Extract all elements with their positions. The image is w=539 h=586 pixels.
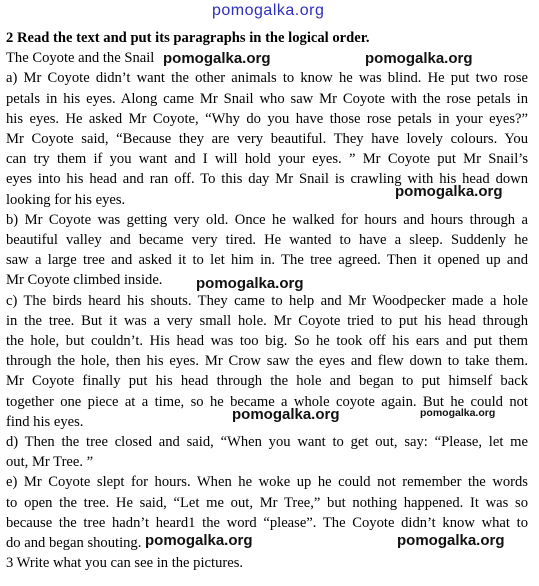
text-line: e) Mr Coyote slept for hours. When he woke up he could not remember the words [6,474,528,491]
text-line: beautiful valley and became very tired. He wanted to have a sleep. Suddenly he [6,232,528,249]
story-title: The Coyote and the Snail [6,50,155,67]
watermark: pomogalka.org [163,50,271,67]
text-line: to open the tree. He said, “Let me out, Mr Tree,” but nothing happened. It was so [6,494,528,511]
text-line: Mr Coyote climbed inside. [6,272,163,289]
watermark: pomogalka.org [395,183,503,200]
text-line: can try them if you want and I will hold your eyes. ” Mr Coyote put Mr Snail’s [6,151,528,168]
text-line: in the tree. But it was a very small hole. Mr Coyote tried to put his head through [6,312,528,329]
watermark: pomogalka.org [196,275,304,292]
text-line: looking for his eyes. [6,191,126,208]
text-line: Mr Coyote said, “Because they are very beautiful. They have lovely colours. You [6,131,528,148]
text-line: Mr Coyote finally put his head through the hole and began to put himself back [6,373,528,390]
watermark: pomogalka.org [397,532,505,549]
text-line: c) The birds heard his shouts. They came to help and Mr Woodpecker made a hole [6,292,528,309]
text-line: because the tree hadn’t heard1 the word “please”. The Coyote didn’t know what to [6,514,528,531]
watermark: pomogalka.org [365,50,473,67]
text-line: out, Mr Tree. ” [6,454,94,471]
text-line: b) Mr Coyote was getting very old. Once he walked for hours and hours through a [6,211,528,228]
watermark: pomogalka.org [232,406,340,423]
text-line: do and began shouting. [6,535,142,552]
text-line: the hole, but couldn’t. His head was too big. So he took off his ears and put them [6,333,528,350]
text-line: through the hole, then his eyes. Mr Crow saw the eyes and flew down to take them. [6,353,528,370]
watermark: pomogalka.org [145,532,253,549]
exercise-footer: 3 Write what you can see in the pictures. [6,555,244,572]
text-line: d) Then the tree closed and said, “When you want to get out, say: “Please, let me [6,434,528,451]
text-line: eyes into his head and ran off. To this day Mr Snail is crawling with his head down [6,171,528,188]
text-line: his eyes. He asked Mr Coyote, “Why do you have those rose petals in your eyes?” [6,110,528,127]
text-line: find his eyes. [6,413,84,430]
text-line: saw a large tree and asked it to let him in. The tree agreed. Then it opened up and [6,252,528,269]
text-line: petals in his eyes. Along came Mr Snail who saw Mr Coyote with the rose petals in [6,90,528,107]
text-line: together one piece at a time, so he became a whole coyote again. But he could not [6,393,528,410]
watermark-top: pomogalka.org [212,2,325,19]
text-line: a) Mr Coyote didn’t want the other animals to know he was blind. He put two rose [6,70,528,87]
exercise-heading: 2 Read the text and put its paragraphs in the logical order. [6,30,370,46]
document-body [6,28,528,573]
watermark: pomogalka.org [420,407,496,419]
